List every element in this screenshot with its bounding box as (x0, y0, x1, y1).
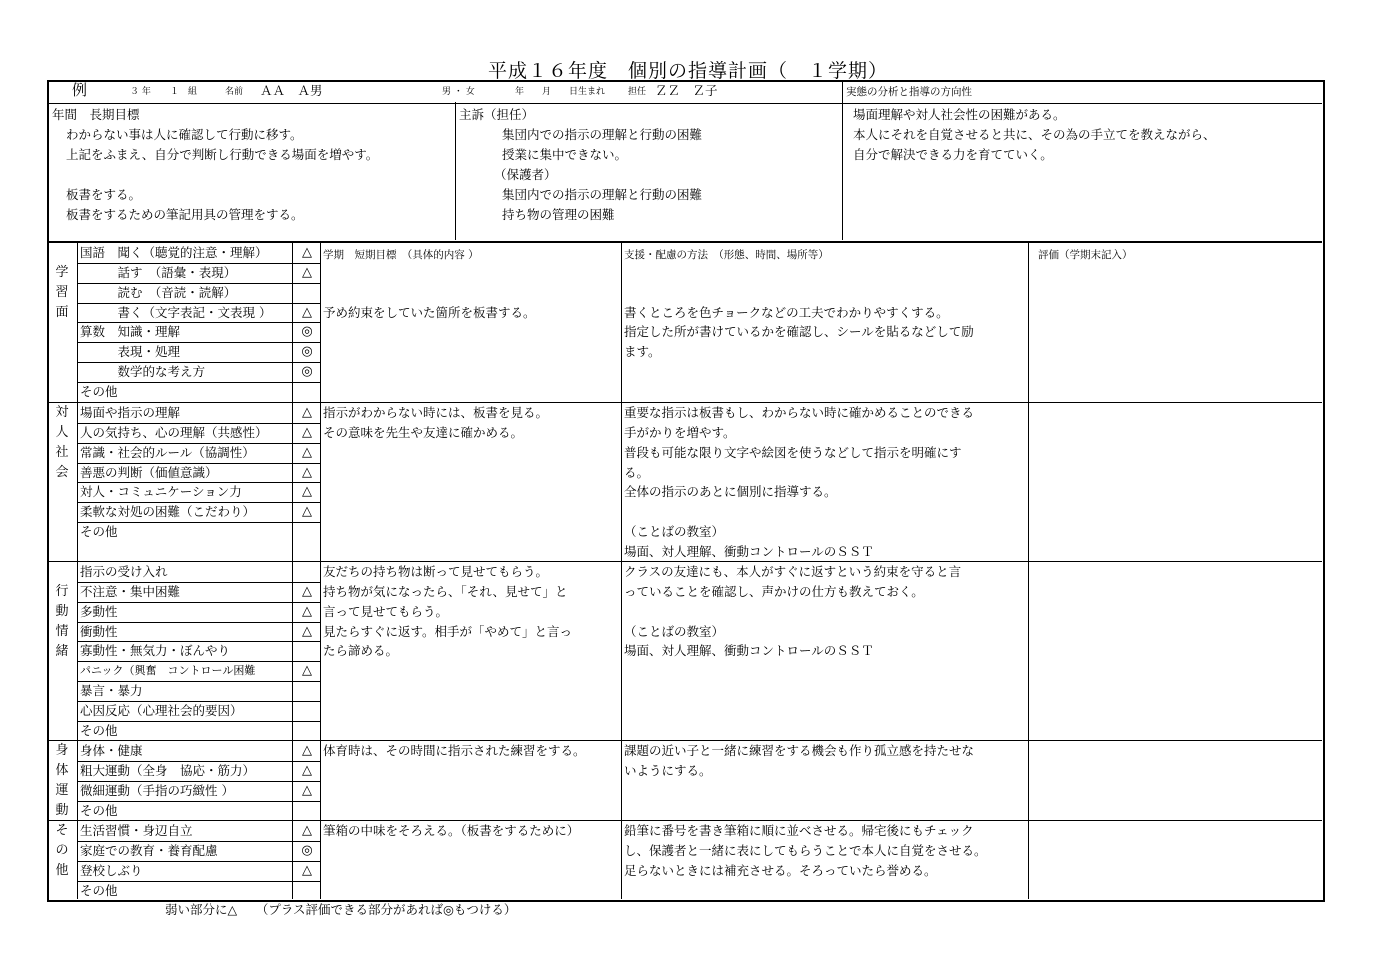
rating-mark: △ (302, 743, 312, 758)
goal-line: 友だちの持ち物は断って見せてもらう。 (323, 564, 549, 579)
support-line: 普段も可能な限り文字や絵図を使うなどして指示を明確にす (624, 444, 962, 460)
rating-mark: △ (302, 245, 312, 260)
rating-mark: △ (302, 583, 312, 599)
support-line: っていることを確認し、声かけの仕方も教えておく。 (624, 583, 924, 599)
item-label: 登校しぶり (80, 862, 143, 878)
support-line: 書くところを色チョークなどの工夫でわかりやすくする。 (624, 304, 949, 320)
goal-line: 予め約束をしていた箇所を板書する。 (323, 304, 536, 320)
section-label-char: 緒 (55, 643, 69, 659)
item-label: その他 (80, 524, 118, 540)
item-label: 家庭での教育・養育配慮 (80, 842, 218, 858)
rating-mark: △ (302, 264, 312, 280)
complaint-line: 持ち物の管理の困難 (502, 207, 615, 222)
item-label: 指示の受け入れ (80, 564, 168, 579)
rating-mark: ◎ (301, 344, 313, 360)
support-line: る。 (624, 464, 650, 480)
evaluation-column-header: 評価（学期末記入） (1038, 249, 1133, 261)
item-label: 粗大運動（全身 協応・筋力） (80, 762, 256, 778)
item-label: 衝動性 (80, 623, 118, 639)
item-label: 心因反応（心理社会的要因） (80, 702, 243, 718)
support-line: ます。 (624, 344, 661, 360)
item-label: その他 (80, 802, 118, 818)
support-line: 重要な指示は板書もし、わからない時に確かめることのできる (624, 405, 975, 420)
rating-mark: △ (302, 823, 312, 838)
item-label: 場面や指示の理解 (80, 405, 181, 420)
rating-mark: ◎ (301, 842, 313, 858)
section-label-char: 体 (55, 762, 69, 778)
analysis-line: 本人にそれを自覚させると共に、その為の手立てを教えながら、 (853, 127, 1216, 142)
support-line: いようにする。 (624, 762, 712, 778)
rating-mark: △ (302, 603, 312, 619)
support-line: クラスの友達にも、本人がすぐに返すという約束を守ると言 (624, 564, 962, 579)
section-label-char: 習 (55, 284, 69, 300)
teacher-name: ＺＺ Ｚ子 (655, 83, 718, 98)
goal-column-header: 学期 短期目標 （具体的内容 ） (323, 249, 479, 261)
goal-line: 言って見せてもらう。 (323, 603, 449, 619)
name-label: 名前 (225, 87, 244, 97)
item-label: 多動性 (80, 603, 118, 619)
item-label: 常識・社会的ルール（協調性） (80, 444, 255, 460)
support-line: 手がかりを増やす。 (624, 424, 736, 440)
rating-mark: △ (302, 862, 312, 878)
page-title: 平成１６年度 個別の指導計画（ １学期） (487, 60, 888, 82)
item-label: 数学的な考え方 (80, 364, 206, 380)
rating-mark: △ (302, 504, 312, 520)
section-label-char: 情 (55, 623, 69, 639)
complaint-line: 集団内での指示の理解と行動の困難 (502, 127, 703, 142)
teacher-label: 担任 (628, 87, 647, 97)
section-label-char: そ (55, 823, 69, 838)
support-line: （ことばの教室） (624, 623, 725, 639)
section-label-char: 学 (55, 265, 69, 280)
annual-goal-line: 板書をする。 (66, 187, 142, 202)
rating-mark: ◎ (301, 324, 313, 340)
support-column-header: 支援・配慮の方法 （形態、時間、場所等） (624, 249, 829, 261)
example-label: 例 (72, 81, 88, 99)
item-label: 話す （語彙・表現） (80, 264, 237, 280)
rating-mark: △ (302, 444, 312, 460)
rating-mark: △ (302, 484, 312, 500)
rating-mark: △ (302, 405, 312, 420)
rating-mark: △ (302, 464, 312, 480)
support-line: 課題の近い子と一緒に練習をする機会も作り孤立感を持たせな (624, 743, 975, 758)
item-label: その他 (80, 722, 118, 738)
goal-line: 見たらすぐに返す。相手が「やめて」と言っ (323, 623, 573, 639)
rating-mark: △ (302, 424, 312, 440)
analysis-line: 場面理解や対人社会性の困難がある。 (853, 107, 1066, 122)
item-label: 算数 知識・理解 (80, 324, 181, 340)
item-label: 読む （音読・読解） (80, 284, 237, 300)
item-label: その他 (80, 882, 118, 898)
section-label-char: 動 (55, 802, 69, 818)
complaint-label: 主訴（担任） (459, 107, 535, 122)
section-label-char: 人 (55, 424, 69, 440)
item-label: 国語 聞く（聴覚的注意・理解） (80, 245, 268, 260)
item-label: その他 (80, 383, 118, 399)
annual-goal-line: わからない事は人に確認して行動に移す。 (66, 127, 303, 142)
grade: ３ 年 (130, 87, 151, 97)
rating-mark: △ (302, 762, 312, 778)
item-label: 不注意・集中困難 (80, 583, 181, 599)
section-label-char: の (55, 842, 69, 858)
section-label-char: 面 (55, 304, 69, 320)
support-line: 全体の指示のあとに個別に指導する。 (624, 484, 837, 500)
student-name: ＡＡ Ａ男 (260, 83, 323, 98)
section-label-char: 動 (55, 603, 69, 619)
item-label: 寡動性・無気力・ぼんやり (80, 643, 231, 659)
rating-mark: △ (302, 304, 312, 320)
goal-line: 指示がわからない時には、板書を見る。 (323, 405, 549, 420)
support-line: 場面、対人理解、衝動コントロールのＳＳＴ (624, 543, 874, 559)
footnote: 弱い部分に△ （プラス評価できる部分があれば◎もつける） (165, 902, 517, 917)
item-label: 柔軟な対処の困難（こだわり） (80, 504, 256, 520)
section-label-char: 会 (55, 464, 69, 480)
rating-mark: ◎ (301, 364, 313, 380)
goal-line: その意味を先生や友達に確かめる。 (323, 424, 524, 440)
support-line: 指定した所が書けているかを確認し、シールを貼るなどして励 (624, 324, 974, 340)
item-label: 生活習慣・身辺自立 (80, 823, 193, 838)
support-line: （ことばの教室） (624, 524, 725, 540)
goal-line: 体育時は、その時間に指示された練習をする。 (323, 743, 586, 758)
goal-line: たら諦める。 (323, 643, 399, 659)
item-label: 対人・コミュニケーション力 (80, 484, 242, 500)
item-label: 表現・処理 (80, 344, 181, 360)
rating-mark: △ (302, 663, 312, 679)
analysis-line: 自分で解決できる力を育てていく。 (853, 147, 1053, 162)
goal-line: 持ち物が気になったら、「それ、見せて」と (323, 583, 568, 599)
item-label: 書く（文字表記・文表現 ） (80, 304, 272, 320)
support-line: し、保護者と一緒に表にしてもらうことで本人に自覚をさせる。 (624, 842, 987, 858)
section-label-char: 他 (55, 862, 69, 878)
support-line: 足らないときには補充させる。そろっていたら誉める。 (624, 862, 937, 878)
analysis-label: 実態の分析と指導の方向性 (846, 86, 972, 98)
complaint-line: （保護者） (494, 167, 557, 182)
annual-goal-label: 年間 長期目標 (52, 107, 140, 122)
item-label: 身体・健康 (80, 743, 143, 758)
item-label: 微細運動（手指の巧緻性 ） (80, 782, 234, 798)
item-label: 人の気持ち、心の理解（共感性） (80, 424, 268, 440)
annual-goal-line: 板書をするための筆記用具の管理をする。 (66, 207, 304, 222)
section-label-char: 社 (55, 444, 69, 460)
section-label-char: 行 (55, 584, 69, 599)
sex-field: 男 ・ 女 (442, 87, 475, 97)
section-label-char: 対 (55, 405, 69, 420)
section-label-char: 運 (55, 782, 69, 798)
rating-mark: △ (302, 623, 312, 639)
section-label-char: 身 (55, 743, 69, 758)
goal-line: 筆箱の中味をそろえる。（板書をするために） (323, 823, 580, 838)
support-line: 鉛筆に番号を書き筆箱に順に並べさせる。帰宅後にもチェック (624, 823, 974, 838)
item-label: 暴言・暴力 (80, 683, 143, 699)
item-label: 善悪の判断（価値意識） (80, 464, 218, 480)
birth-field: 年 月 日生まれ (515, 87, 606, 97)
complaint-line: 授業に集中できない。 (502, 147, 628, 162)
class: １ 組 (170, 87, 198, 97)
item-label: パニック（興奮 コントロール困難 (80, 664, 256, 678)
support-line: 場面、対人理解、衝動コントロールのＳＳＴ (624, 643, 874, 659)
rating-mark: △ (302, 782, 312, 798)
complaint-line: 集団内での指示の理解と行動の困難 (502, 187, 703, 202)
annual-goal-line: 上記をふまえ、自分で判断し行動できる場面を増やす。 (66, 147, 379, 162)
